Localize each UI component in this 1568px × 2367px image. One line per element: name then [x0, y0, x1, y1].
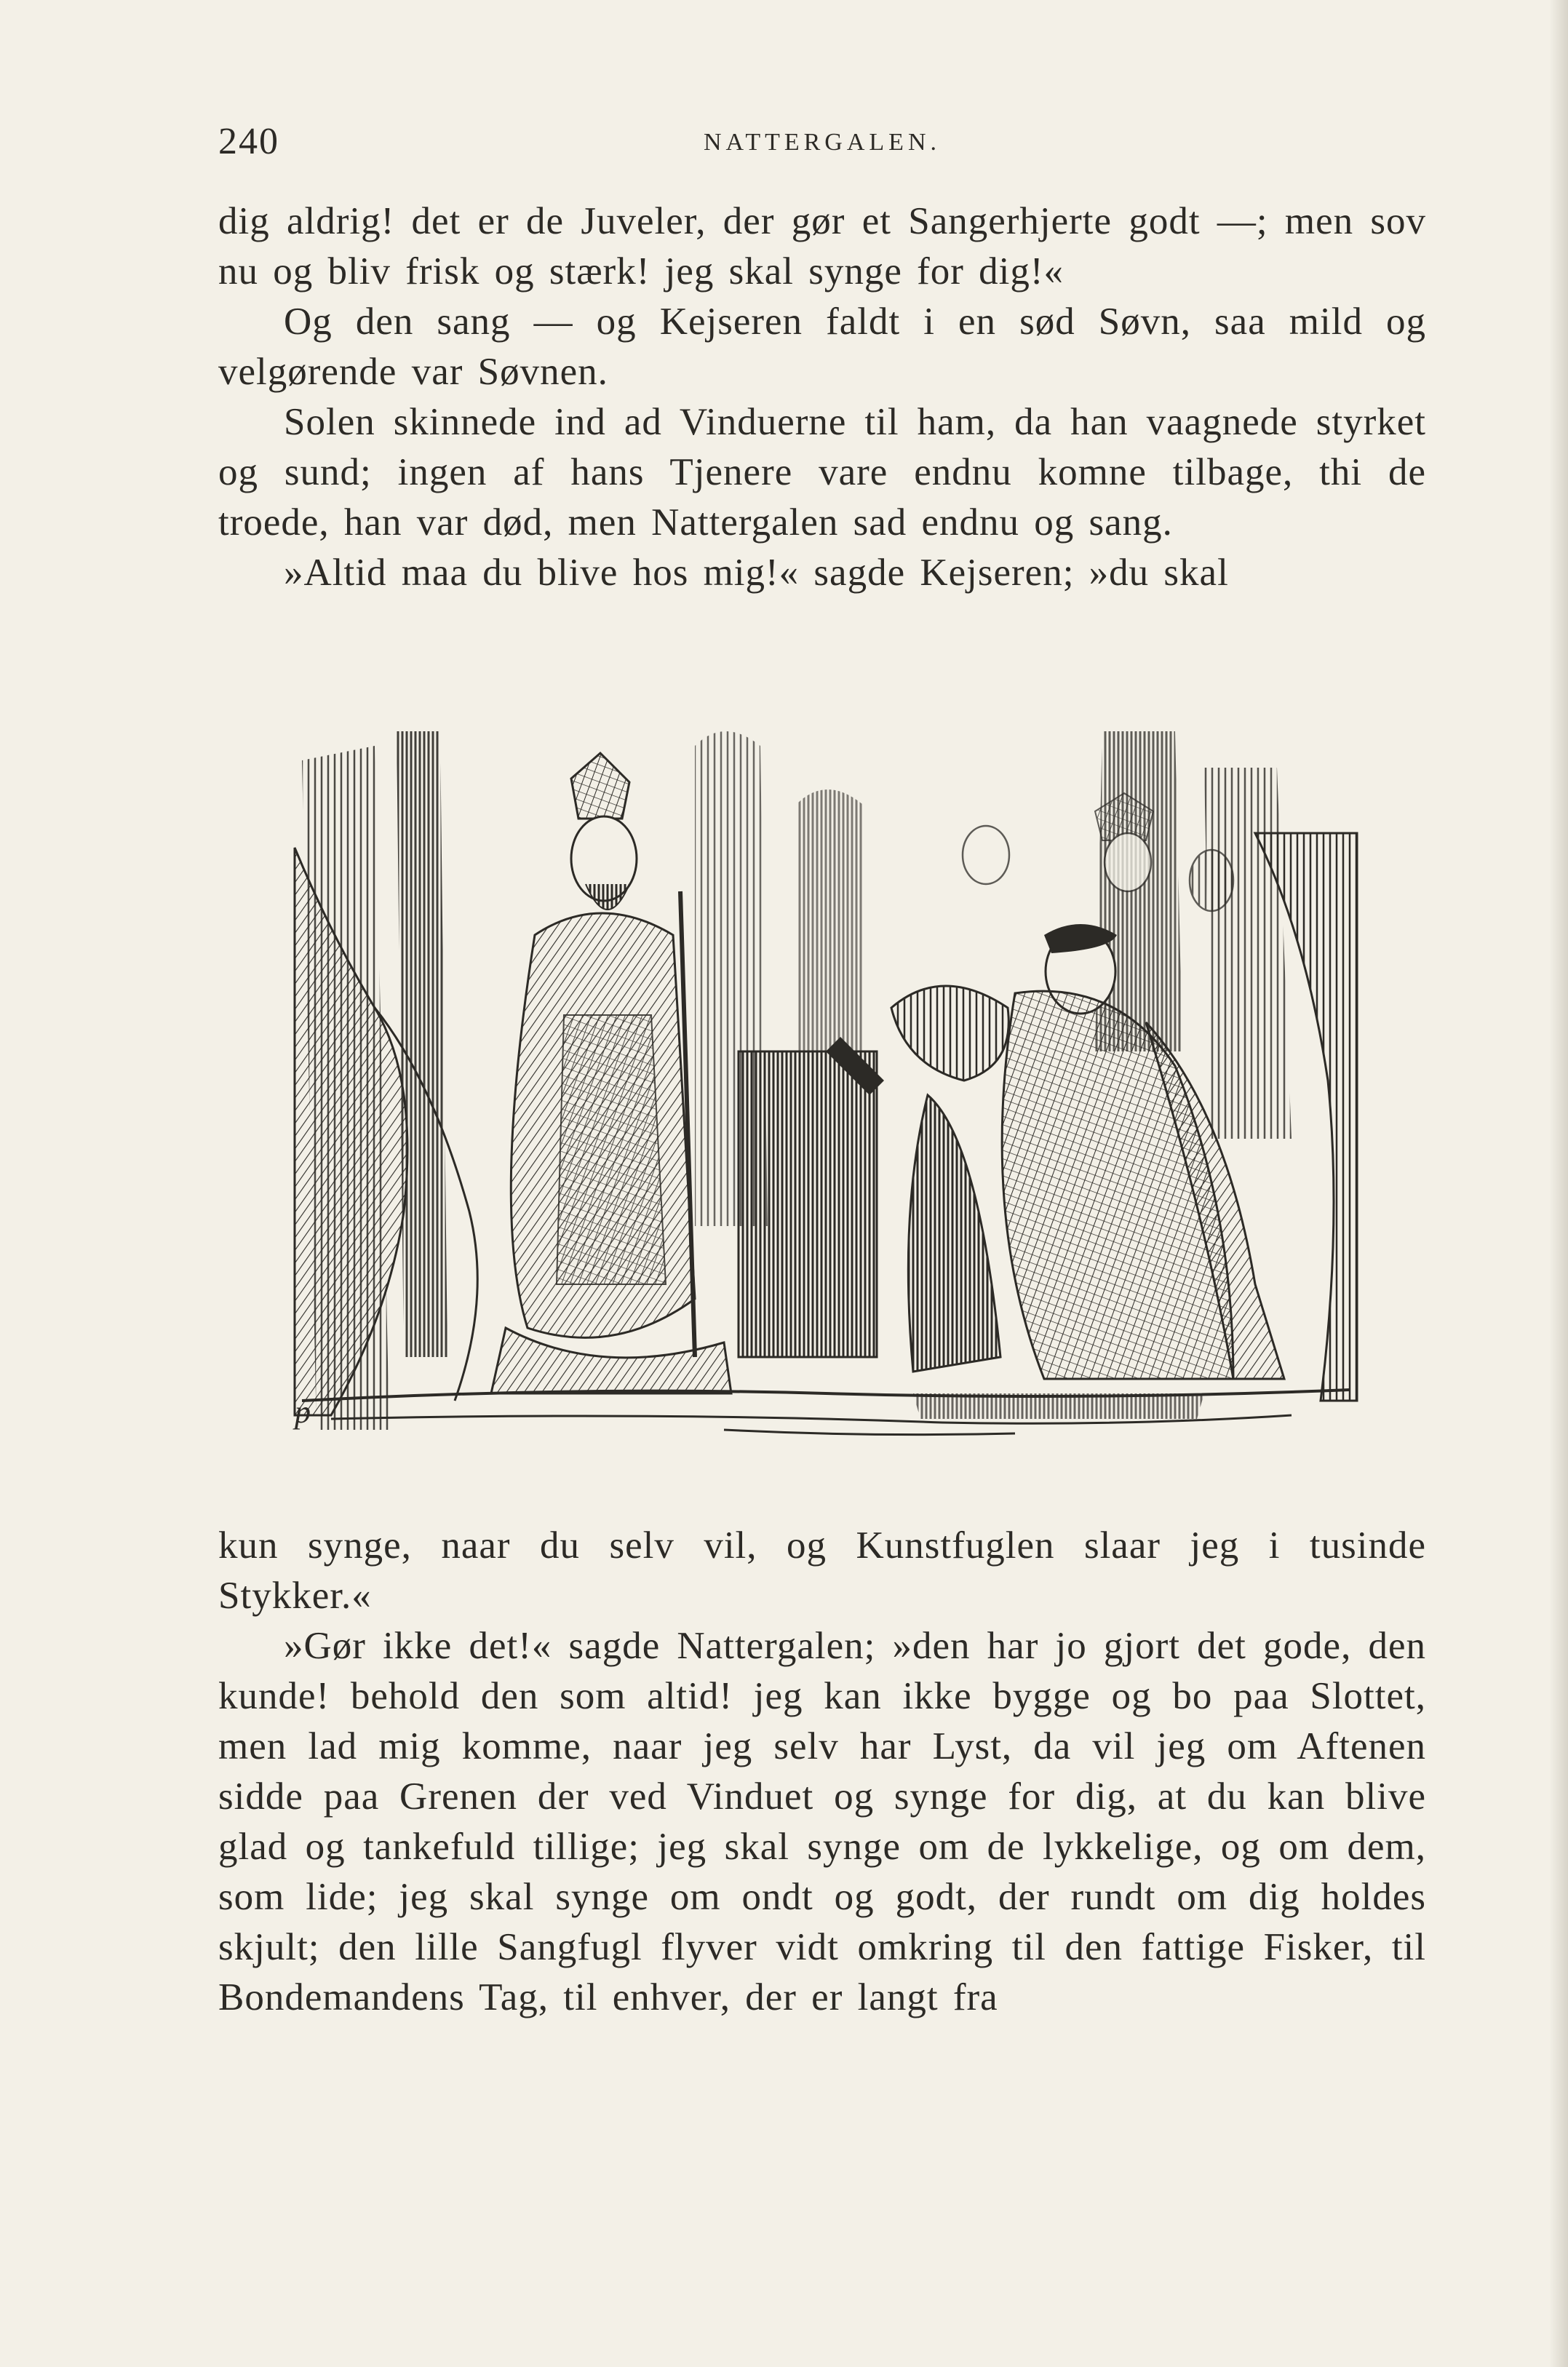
- svg-text:p: p: [295, 1394, 311, 1430]
- paragraph: Og den sang — og Kejseren faldt i en sød Søvn, saa mild og velgørende var Søvnen.: [218, 301, 1426, 393]
- paragraph: Solen skinnede ind ad Vinduerne til ham, da han vaagnede styrket og sund; ingen af hans Tjenere vare endnu komne tilbage, thi de troede, han var død, men Nattergalen sad endnu og sang.: [218, 401, 1426, 544]
- page-edge-shadow: [1549, 0, 1568, 2367]
- running-title: NATTERGALEN.: [703, 129, 942, 156]
- emperor-scene-engraving: [287, 702, 1364, 1473]
- body-text-top: [218, 196, 1426, 598]
- page-number: 240: [218, 121, 279, 162]
- paragraph: dig aldrig! det er de Juveler, der gør et Sangerhjerte godt —; men sov nu og bliv frisk og stærk! jeg skal synge for dig!«: [218, 200, 1426, 293]
- paragraph: »Gør ikke det!« sagde Nattergalen; »den har jo gjort det gode, den kunde! behold den som altid! jeg kan ikke bygge og bo paa Slottet, men lad mig komme, naar jeg selv har Lyst, da vil jeg om Aftenen sidde paa Grenen der ved Vinduet og synge for dig, at du kan blive glad og tankefuld tillige; jeg skal synge om de lykkelige, og om dem, som lide; jeg skal synge om ondt og godt, der rundt om dig holdes skjult; den lille Sangfugl flyver vidt omkring til den fattige Fisker, til Bondemandens Tag, til enhver, der er langt fra: [218, 1625, 1426, 2018]
- paragraph: »Altid maa du blive hos mig!« sagde Kejseren; »du skal: [284, 552, 1229, 594]
- page-header: [218, 120, 1426, 178]
- background-attendants: [963, 793, 1233, 911]
- body-text-bottom: [218, 1521, 1426, 2023]
- engraving-illustration: [287, 702, 1364, 1473]
- paragraph: kun synge, naar du selv vil, og Kunstfuglen slaar jeg i tusinde Stykker.«: [218, 1524, 1426, 1617]
